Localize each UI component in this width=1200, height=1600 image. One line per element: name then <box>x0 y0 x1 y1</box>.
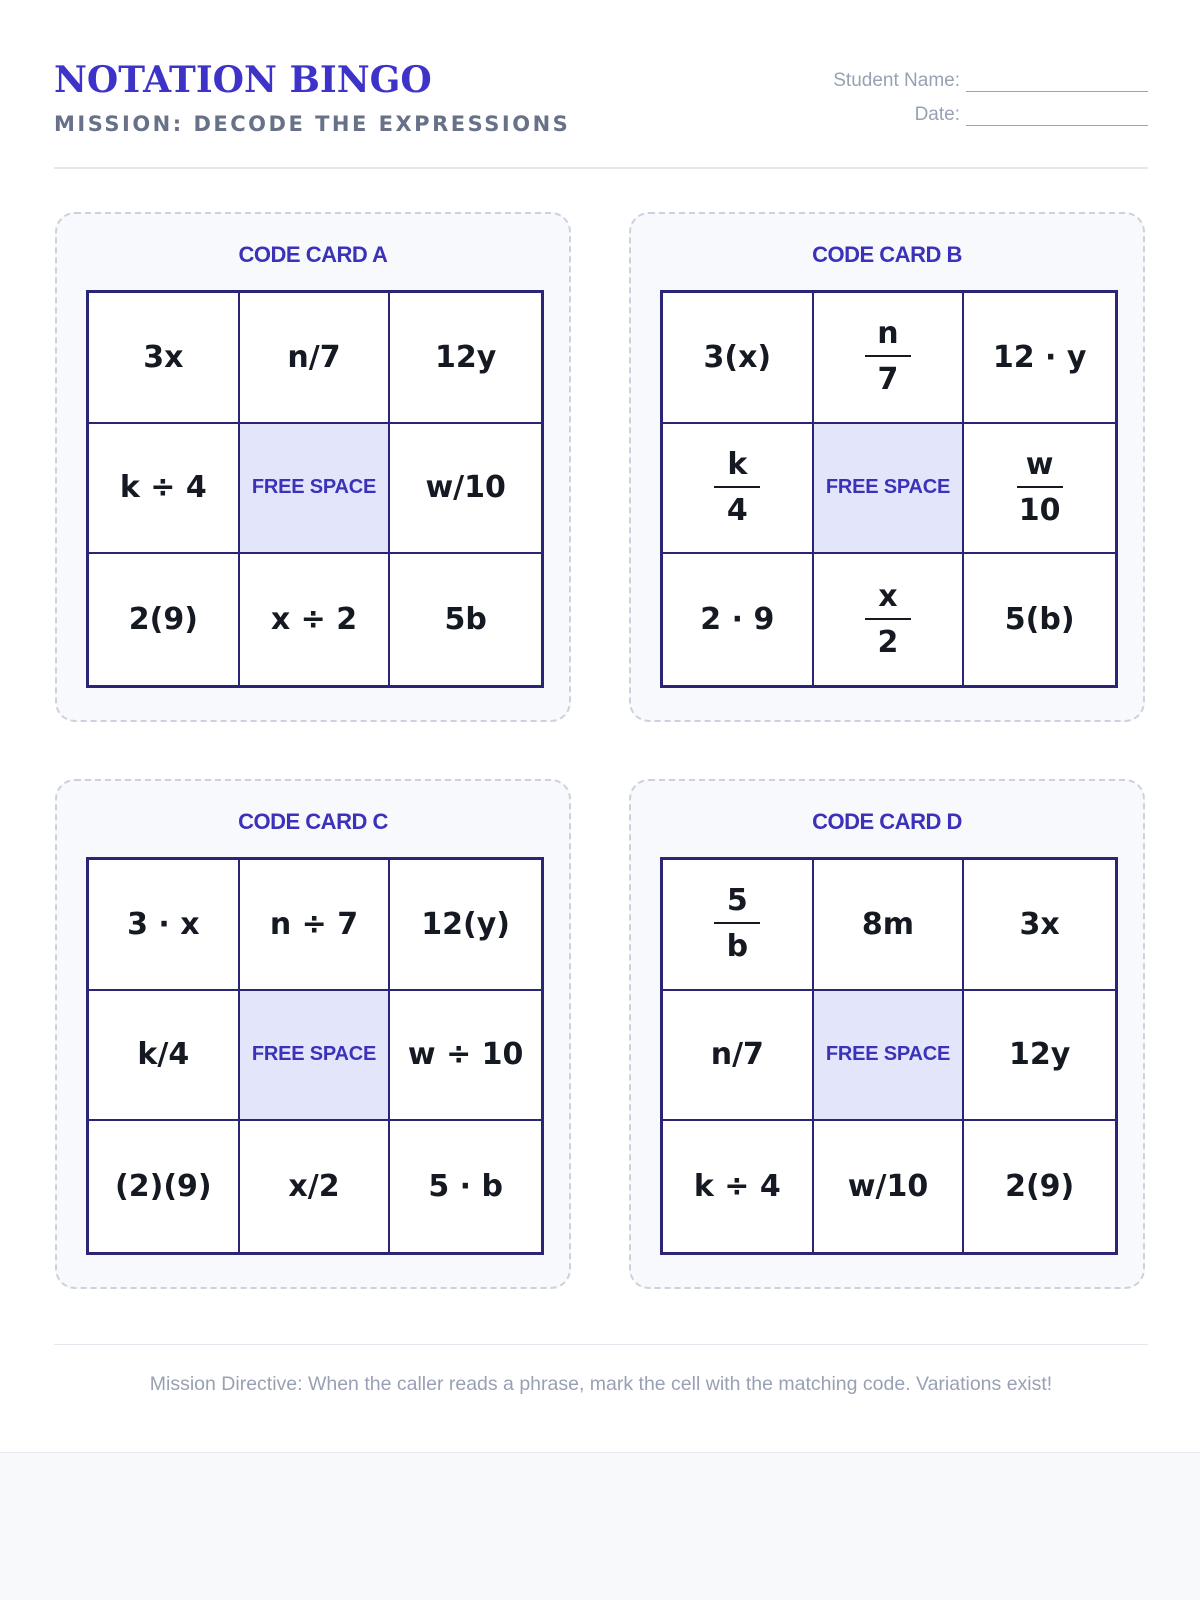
bingo-grid <box>86 290 544 688</box>
fraction <box>865 578 911 660</box>
fraction <box>714 446 760 528</box>
fraction <box>714 883 760 965</box>
bingo-cell[interactable]: k/4 <box>89 991 240 1122</box>
bingo-cell[interactable]: w/10 <box>814 1121 965 1252</box>
student-name-label: Student Name: <box>833 70 960 91</box>
bingo-cell[interactable] <box>814 293 965 424</box>
code-card-b <box>629 212 1145 722</box>
student-info <box>788 68 1148 136</box>
fraction-denominator: 10 <box>1018 492 1061 528</box>
fraction-numerator: n <box>865 319 911 357</box>
bingo-cell[interactable] <box>663 860 814 991</box>
bingo-cell[interactable]: 2(9) <box>89 554 240 685</box>
card-title: CODE CARD A <box>238 242 388 267</box>
fraction-numerator: w <box>1017 450 1063 488</box>
page-title: NOTATION BINGO <box>54 59 432 101</box>
fraction-numerator: k <box>714 450 760 488</box>
student-name-row <box>788 68 1148 92</box>
card-title: CODE CARD C <box>238 809 388 834</box>
card-title: CODE CARD B <box>812 242 962 267</box>
bingo-cell[interactable]: 3x <box>964 860 1115 991</box>
footer-divider <box>54 1344 1148 1345</box>
date-row <box>788 102 1148 126</box>
bingo-cell[interactable]: w ÷ 10 <box>390 991 541 1122</box>
bingo-cell[interactable]: n/7 <box>240 293 391 424</box>
bingo-cell[interactable]: 3x <box>89 293 240 424</box>
bingo-cell[interactable]: 12y <box>964 991 1115 1122</box>
bingo-grid <box>86 857 544 1255</box>
bingo-cell[interactable]: 12y <box>390 293 541 424</box>
bingo-cell[interactable]: 5b <box>444 602 487 638</box>
date-field[interactable] <box>966 107 1148 126</box>
bingo-cell[interactable]: x/2 <box>240 1121 391 1252</box>
header <box>54 58 1148 168</box>
code-card-a <box>55 212 571 722</box>
fraction <box>1017 446 1063 528</box>
page-subtitle: MISSION: DECODE THE EXPRESSIONS <box>54 112 571 136</box>
bingo-cell[interactable]: n/7 <box>663 991 814 1122</box>
bingo-cell[interactable]: 12(y) <box>390 860 541 991</box>
free-space-cell[interactable]: FREE SPACE <box>240 991 391 1122</box>
bingo-cell[interactable]: 2 ⋅ 9 <box>663 554 814 685</box>
bingo-cell[interactable]: (2)(9) <box>89 1121 240 1252</box>
mission-directive: Mission Directive: When the caller reads a phrase, mark the cell with the matching code. Variations exist! <box>149 1373 1053 1395</box>
bingo-cell[interactable]: 8m <box>814 860 965 991</box>
student-name-field[interactable] <box>966 73 1148 92</box>
bingo-cell[interactable]: 3(x) <box>663 293 814 424</box>
code-card-c <box>55 779 571 1289</box>
bingo-cell[interactable] <box>663 424 814 555</box>
fraction-denominator: 4 <box>726 492 748 528</box>
bingo-cell[interactable]: 2(9) <box>1005 1169 1075 1205</box>
fraction-denominator: 7 <box>877 362 899 398</box>
fraction <box>865 316 911 398</box>
free-space-cell[interactable]: FREE SPACE <box>814 991 965 1122</box>
fraction-denominator: b <box>726 929 749 965</box>
bingo-cell[interactable]: n ÷ 7 <box>240 860 391 991</box>
free-space-cell[interactable]: FREE SPACE <box>240 424 391 555</box>
bingo-cell[interactable]: 12 ⋅ y <box>964 293 1115 424</box>
bingo-cell[interactable]: w/10 <box>390 424 541 555</box>
bingo-cell[interactable]: 3 ⋅ x <box>89 860 240 991</box>
bingo-grid <box>660 290 1118 688</box>
date-label: Date: <box>914 104 960 125</box>
bingo-cell[interactable]: 5(b) <box>1004 602 1075 638</box>
bingo-grid <box>660 857 1118 1255</box>
card-title: CODE CARD D <box>812 809 962 834</box>
bingo-cell[interactable]: x ÷ 2 <box>240 554 391 685</box>
free-space-cell[interactable]: FREE SPACE <box>814 424 965 555</box>
header-divider <box>54 167 1148 169</box>
bingo-cell[interactable] <box>964 424 1115 555</box>
fraction-numerator: x <box>865 582 911 620</box>
fraction-numerator: 5 <box>714 886 760 924</box>
code-card-d <box>629 779 1145 1289</box>
fraction-denominator: 2 <box>877 624 899 660</box>
bingo-cell[interactable]: 5 ⋅ b <box>428 1169 503 1205</box>
bingo-cell[interactable]: k ÷ 4 <box>663 1121 814 1252</box>
bingo-cell[interactable]: k ÷ 4 <box>89 424 240 555</box>
bingo-cell[interactable] <box>814 554 965 685</box>
